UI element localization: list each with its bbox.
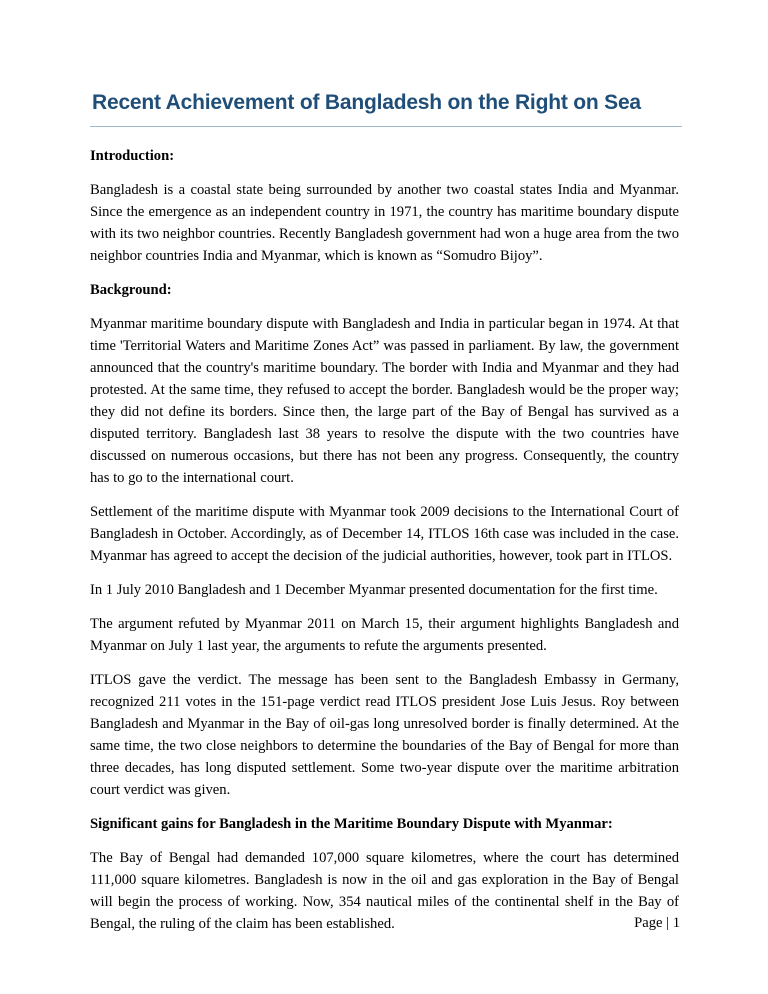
document-title: Recent Achievement of Bangladesh on the Right on Sea <box>92 91 641 114</box>
section-heading-introduction: Introduction: <box>90 148 175 164</box>
paragraph-background-5: ITLOS gave the verdict. The message has been sent to the Bangladesh Embassy in Germany, recognized 211 votes in the 151-page verdict read ITLOS president Jose Luis Jesus. Roy between Bangladesh and Myanmar in the Bay of oil-gas long unresolved border is finally determined. At the same time, the two close neighbors to determine the boundaries of the Bay of Bengal for more than three decades, has long disputed settlement. Some two-year dispute over the maritime arbitration court verdict was given. <box>90 672 679 798</box>
paragraph-background-4: The argument refuted by Myanmar 2011 on March 15, their argument highlights Bangladesh and Myanmar on July 1 last year, the arguments to refute the arguments presented. <box>90 616 679 654</box>
paragraph-significant-gains: The Bay of Bengal had demanded 107,000 square kilometres, where the court has determined 111,000 square kilometres. Bangladesh is now in the oil and gas exploration in the Bay of Bengal will begin the process of working. Now, 354 nautical miles of the continental shelf in the Bay of Bengal, the ruling of the claim has been established. <box>90 850 679 932</box>
paragraph-background-3: In 1 July 2010 Bangladesh and 1 December Myanmar presented documentation for the first time. <box>90 582 658 598</box>
document-body <box>90 145 679 947</box>
section-heading-significant-gains: Significant gains for Bangladesh in the Maritime Boundary Dispute with Myanmar: <box>90 816 613 832</box>
paragraph-introduction: Bangladesh is a coastal state being surrounded by another two coastal states India and Myanmar. Since the emergence as an independent country in 1971, the country has maritime boundary dispute with its two neighbor countries. Recently Bangladesh government had won a huge area from the two neighbor countries India and Myanmar, which is known as “Somudro Bijoy”. <box>90 182 679 264</box>
section-heading-background: Background: <box>90 282 172 298</box>
title-underline <box>90 126 682 127</box>
paragraph-background-2: Settlement of the maritime dispute with Myanmar took 2009 decisions to the International Court of Bangladesh in October. Accordingly, as of December 14, ITLOS 16th case was included in the case. Myanmar has agreed to accept the decision of the judicial authorities, however, took part in ITLOS. <box>90 504 679 564</box>
paragraph-background-1: Myanmar maritime boundary dispute with Bangladesh and India in particular began in 1974. At that time 'Territorial Waters and Maritime Zones Act” was passed in parliament. By law, the government announced that the country's maritime boundary. The border with India and Myanmar and they had protested. At the same time, they refused to accept the border. Bangladesh would be the proper way; they did not define its borders. Since then, the large part of the Bay of Bengal has survived as a disputed territory. Bangladesh last 38 years to resolve the dispute with the two countries have discussed on numerous occasions, but there has not been any progress. Consequently, the country has to go to the international court. <box>90 316 679 486</box>
page-number: Page | 1 <box>634 915 680 931</box>
